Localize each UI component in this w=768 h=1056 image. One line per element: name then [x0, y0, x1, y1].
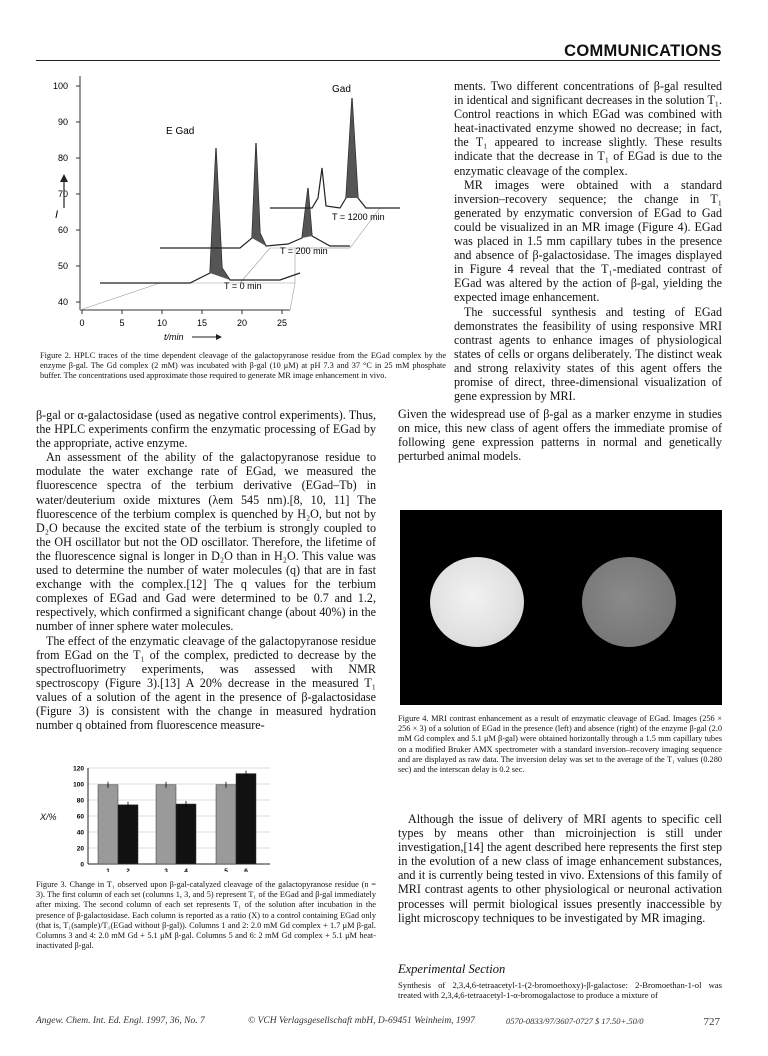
- bar-4: [176, 804, 196, 864]
- footer-publisher: © VCH Verlagsgesellschaft mbH, D-69451 Weinheim, 1997: [248, 1016, 475, 1026]
- y-tick-label: 60: [57, 225, 68, 235]
- y-tick-label: 40: [76, 829, 84, 837]
- right-column-lower: [398, 812, 722, 925]
- paragraph: Given the widespread use of β-gal as a marker enzyme in studies on mice, this new class of agent offers the immediate promise of following gene expression patterns in normal and genetically perturbed animal models.: [398, 407, 722, 464]
- paragraph: Although the issue of delivery of MRI agents to specific cell types by means other than microinjection is still under investigation,[14] the agent described here represents the first step in the evolution of a new class of image enhancement substances, and it is currently being tested in vivo. Extensions of this family of MRI contrast agents to other physiological or neuronal activation processes will permit biological issues presently inaccessible by light microscopy techniques to be investigated by MR imaging.: [398, 812, 722, 925]
- figure-2-caption: Figure 2. HPLC traces of the time dependent cleavage of the galactopyranose residue from the EGad complex by the enzyme β-gal. The Gd complex (2 mM) was incubated with β-gal (10 μM) at pH 7.3 and 37 °C in 25 mM phosphate buffer. The concentrations used approximate those required to generate MR image enhancement in vivo.: [40, 351, 446, 381]
- paragraph: An assessment of the ability of the galactopyranose residue to modulate the water exchange rate of EGad, we measured the fluorescence spectra of the terbium derivative (EGad–Tb) in water/deuterium oxide mixtures (λem 545 nm).[8, 10, 11] The fluorescence of the terbium complex is quenched by H₂O, but not by D₂O because the excited state of the terbium is strongly coupled to the OH oscillator but not the OD oscillator. Therefore, the lifetime of the fluorescence signal is longer in D₂O than in H₂O. This value was used to determine the number of water molecules (q) that are in fast exchange with the complex.[12] The q values for the terbium complexes of EGad and Gad were determined to be 0.7 and 1.2, respectively, which confirmed a significant change (about 40%) in the number of inner sphere water molecules.: [36, 450, 376, 634]
- left-column-text: [36, 408, 376, 732]
- y-tick-label: 60: [76, 813, 84, 821]
- category-label: 6: [244, 868, 248, 872]
- right-column-continuation: [398, 407, 722, 463]
- y-tick-label: 100: [52, 81, 68, 91]
- header-rule: [36, 60, 720, 61]
- category-label: 1: [106, 868, 110, 872]
- category-label: 2: [126, 868, 130, 872]
- paragraph: The successful synthesis and testing of EGad demonstrates the feasibility of using responsive MRI contrast agents to enhance images of physiological states of cells or organs deliberately. The distinct weak and strong relaxivity states of this agent offers the promise of direct, three-dimensional visualization of gene expression by MRI.: [454, 304, 722, 404]
- bar-2: [118, 805, 138, 864]
- trace-t0-fill: [210, 148, 230, 280]
- y-tick-label: 100: [73, 781, 84, 789]
- y-tick-label: 50: [57, 261, 68, 271]
- trace-t200-fill: [252, 143, 266, 246]
- x-tick-label: 15: [196, 318, 208, 328]
- trace-label-0: T = 0 min: [224, 281, 262, 291]
- x-tick-label: 20: [236, 318, 248, 328]
- section-header: COMMUNICATIONS: [564, 42, 722, 60]
- x-tick-label: 10: [156, 318, 168, 328]
- footer-code: 0570-0833/97/3607-0727 $ 17.50+.50/0: [506, 1016, 644, 1026]
- peak-label-gad: Gad: [332, 84, 351, 95]
- y-tick-label: 120: [73, 765, 84, 773]
- y-tick-label: 80: [76, 797, 84, 805]
- paragraph: β-gal or α-galactosidase (used as negative control experiments). Thus, the HPLC experiments confirm the enzymatic processing of EGad by the appropriate, active enzyme.: [36, 408, 376, 451]
- trace-label-1200: T = 1200 min: [332, 212, 385, 222]
- y-tick-label: 70: [57, 189, 68, 199]
- y-tick-label: 40: [57, 297, 68, 307]
- x-axis-label: t/min: [164, 332, 184, 342]
- x-tick-label: 0: [79, 318, 85, 328]
- category-label: 5: [224, 868, 228, 872]
- trace-label-200: T = 200 min: [280, 246, 328, 256]
- paragraph: The effect of the enzymatic cleavage of the galactopyranose residue from EGad on the T₁ of the complex, predicted to decrease by the spectrofluorimetry experiments, was assessed with NMR spectroscopy (Figure 3).[13] A 20% decrease in the measured T₁ values of a solution of the agent in the presence of β-galactosidase (Figure 3) is consistent with the change in measured hydration number q obtained from fluorescence measure-: [36, 633, 376, 733]
- figure-3-caption: Figure 3. Change in T₁ observed upon β-gal-catalyzed cleavage of the galactopyranose residue (n = 3). The first column of each set (columns 1, 3, and 5) represent T₁ of the EGad and β-gal immediately after mixing. The second column of each set represents T₁ of the solution after incubation in the presence of β-galactosidase. Each column is reported as a ratio (X) to a control containing EGad only (that is, T₁(sample)/T₁(EGad without β-gal)). Columns 1 and 2: 2.0 mM Gd complex + 1.7 μM β-gal. Columns 3 and 4: 2.0 mM Gd + 5.1 μM β-gal. Columns 5 and 6: 2 mM Gd complex + 5.1 μM heat-inactivated β-gal.: [36, 880, 376, 951]
- y-axis-label: I: [55, 209, 59, 221]
- page-number: 727: [703, 1016, 720, 1028]
- y-tick-label: 0: [80, 861, 84, 869]
- footer-citation: Angew. Chem. Int. Ed. Engl. 1997, 36, No. 7: [36, 1016, 205, 1026]
- mri-circle-without-enzyme: [582, 557, 676, 647]
- figure-4-caption: Figure 4. MRI contrast enhancement as a result of enzymatic cleavage of EGad. Images (256 × 256 × 3) of a solution of EGad in the presence (left) and absence (right) of the enzyme β-gal (2.0 mM Gd complex and 5.1 μM β-gal) were obtained horizontally through a 1.5 mm capillary tubes on a modified Bruker AMX spectrometer with a standard inversion–recovery imaging sequence and are displayed as raw data. The inversion delay was set to the average of the T₁ values (0.280 sec) and the interscan delay is 0.2 sec.: [398, 714, 722, 775]
- figure-3-ylabel: X/%: [40, 812, 57, 822]
- y-tick-label: 90: [57, 117, 68, 127]
- trace-t1200: [270, 98, 400, 208]
- bar-3: [156, 785, 176, 864]
- paragraph: ments. Two different concentrations of β-gal resulted in identical and significant decreases in the solution T₁. Control reactions in which EGad was combined with heat-inactivated enzyme showed no decrease; in fact, the T₁ appeared to increase slightly. These results indicate that the decrease in T₁ of EGad is due to the enzymatic cleavage of the complex.: [454, 79, 722, 178]
- experimental-section-heading: Experimental Section: [398, 962, 506, 976]
- category-label: 4: [184, 868, 188, 872]
- category-label: 3: [164, 868, 168, 872]
- bar-1: [98, 785, 118, 864]
- peak-label-egad: E Gad: [166, 126, 195, 137]
- figure-2-hplc-chart: [40, 68, 440, 348]
- x-tick-label: 5: [119, 318, 125, 328]
- experimental-text: Synthesis of 2,3,4,6-tetraacetyl-1-(2-bromoethoxy)-β-galactose: 2-Bromoethan-1-ol was treated with 2,3,4,6-tetraacetyl-1-α-bromogalactose to produce a mixture of: [398, 980, 722, 1001]
- right-column-top: [454, 79, 722, 403]
- y-tick-label: 20: [76, 845, 84, 853]
- figure-3-bar-chart: [60, 760, 280, 872]
- x-tick-label: 25: [276, 318, 288, 328]
- bar-6: [236, 774, 256, 864]
- figure-4-mri-image: [400, 510, 722, 705]
- y-tick-label: 80: [57, 153, 68, 163]
- bar-5: [216, 785, 236, 864]
- trace-t0: [100, 148, 300, 283]
- paragraph: MR images were obtained with a standard inversion–recovery sequence; the change in T₁ generated by enzymatic conversion of EGad to Gad could be visualized in an MR image (Figure 4). EGad was placed in 1.5 mm capillary tubes in the presence and absence of β-galactosidase. The images displayed in Figure 4 reveal that the T₁-mediated contrast of EGad was altered by the action of β-gal, yielding the expected image enhancement.: [454, 177, 722, 305]
- mri-circle-with-enzyme: [430, 557, 524, 647]
